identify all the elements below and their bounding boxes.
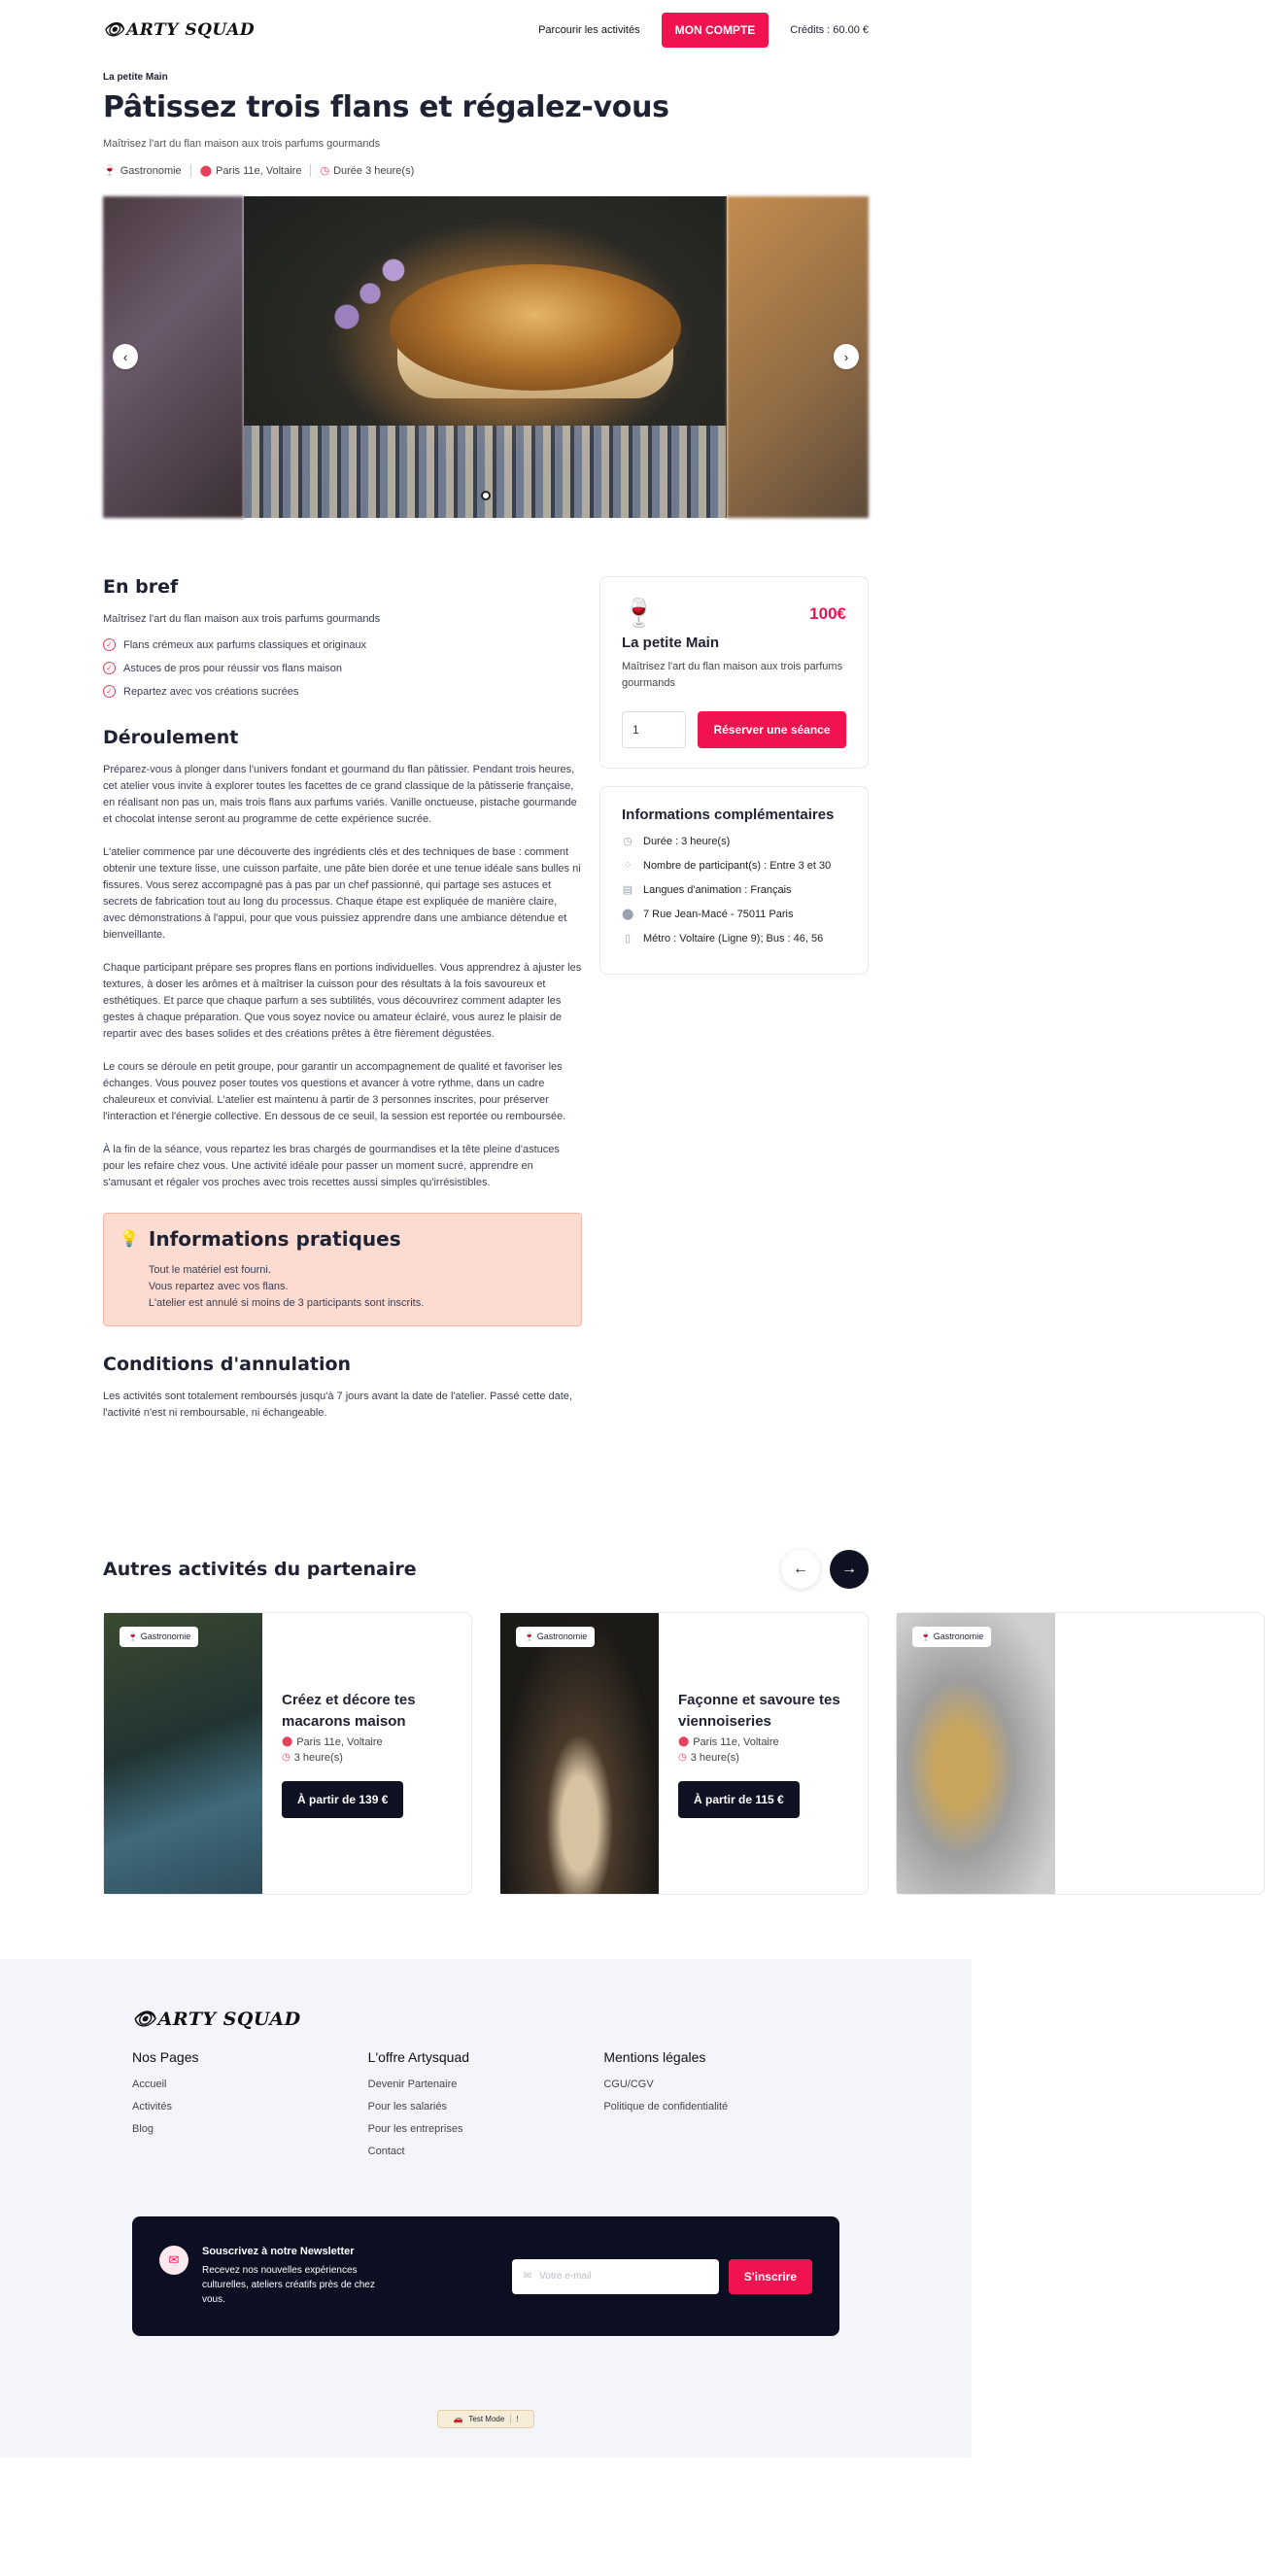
footer-link-companies[interactable]: Pour les entreprises (367, 2123, 463, 2135)
practical-line: L'atelier est annulé si moins de 3 participants sont inscrits. (148, 1297, 425, 1309)
activity-meta (103, 164, 869, 177)
wine-icon: 🍷 (920, 1631, 932, 1641)
location-pin-icon: ⬤ (282, 1736, 293, 1747)
category-label: Gastronomie (120, 164, 182, 177)
tablecloth (244, 426, 727, 518)
summary-intro: Maîtrisez l'art du flan maison aux trois parfums gourmands (103, 613, 381, 625)
info-icon: ! (510, 2415, 518, 2423)
newsletter-text: Recevez nos nouvelles expériences culturelles, ateliers créatifs près de chez vous. (202, 2265, 375, 2305)
clock-icon: ◷ (678, 1752, 687, 1763)
activity-card[interactable]: 🍷 Gastronomie Créez et décore tes macarons maison ⬤ Paris 11e, Voltaire ◷ 3 heure(s) À partir de 139 € (103, 1612, 472, 1895)
activity-card[interactable] (896, 1612, 1265, 1895)
check-circle-icon: ✓ (103, 662, 116, 674)
logo[interactable]: 👁 ARTY SQUAD (103, 20, 256, 40)
location-pin-icon: ⬤ (622, 909, 634, 920)
duration-label: Durée 3 heure(s) (333, 164, 415, 177)
cancellation-title: Conditions d'annulation (103, 1354, 352, 1375)
header (103, 0, 869, 60)
page-subtitle: Maîtrisez l'art du flan maison aux trois parfums gourmands (103, 138, 381, 150)
extra-info-card (599, 786, 869, 975)
wine-bottle-icon: 🍷 (622, 598, 656, 628)
metro-icon: ▯ (624, 933, 632, 945)
lightbulb-icon: 💡 (120, 1231, 139, 1248)
footer-logo[interactable]: 👁 ARTY SQUAD (132, 2008, 301, 2030)
check-circle-icon: ✓ (103, 638, 116, 651)
newsletter-title: Souscrivez à notre Newsletter (202, 2246, 355, 2257)
practical-line: Vous repartez avec vos flans. (148, 1281, 289, 1292)
arrow-right-icon: → (841, 1561, 857, 1577)
summary-point: ✓ Repartez avec vos créations sucrées (103, 685, 582, 698)
extra-address: 7 Rue Jean-Macé - 75011 Paris (643, 909, 794, 920)
category-tag: 🍷 Gastronomie (516, 1627, 595, 1647)
extra-info-title: Informations complémentaires (622, 807, 835, 823)
carousel-dot[interactable] (481, 491, 491, 500)
page-title: Pâtissez trois flans et régalez-vous (103, 90, 669, 124)
newsletter-email-input[interactable]: ✉ Votre e-mail (512, 2259, 719, 2294)
language-icon: ▤ (622, 884, 633, 896)
wine-icon: 🍷 (524, 1631, 535, 1641)
extra-languages: Langues d'animation : Français (643, 884, 792, 896)
nav (538, 13, 869, 48)
newsletter-box (132, 2216, 839, 2336)
price: 100€ (809, 604, 846, 623)
footer-link-employees[interactable]: Pour les salariés (367, 2101, 447, 2112)
location-pin-icon: ⬤ (199, 165, 212, 177)
activity-title: Façonne et savoure tes viennoiseries (678, 1691, 840, 1730)
booking-desc: Maîtrisez l'art du flan maison aux trois parfums gourmands (622, 661, 843, 689)
users-icon: ⁘ (623, 860, 632, 872)
summary-point: ✓ Astuces de pros pour réussir vos flans maison (103, 662, 582, 674)
mail-icon: ✉ (523, 2271, 532, 2282)
footer-link-home[interactable]: Accueil (132, 2078, 167, 2090)
eye-icon: 👁 (103, 20, 125, 40)
partner-activities (103, 1550, 869, 1589)
deroulement-paragraph: Préparez-vous à plonger dans l'univers fondant et gourmand du flan pâtissier. Pendant trois heures, cet atelier vous invite à explorer toutes les facettes de ce grand classique de la pâtisserie française, en réalisant non pas un, mais trois flans aux parfums variés. Vanille onctueuse, pistache gourmande et chocolat intense seront au programme de cette expérience sucrée. (103, 764, 577, 825)
credits-label: Crédits : 60.00 € (790, 24, 869, 36)
car-icon: 🚗 (453, 2415, 463, 2423)
check-circle-icon: ✓ (103, 685, 116, 698)
activity-image (104, 1613, 262, 1894)
footer-link-privacy[interactable]: Politique de confidentialité (603, 2101, 729, 2112)
account-button[interactable]: MON COMPTE (662, 13, 769, 48)
activity-price-button[interactable]: À partir de 139 € (282, 1781, 403, 1818)
activity-card[interactable]: 🍷 Gastronomie Façonne et savoure tes viennoiseries ⬤ Paris 11e, Voltaire ◷ 3 heure(s) À partir de 115 € (499, 1612, 869, 1895)
footer (0, 1959, 972, 2457)
deroulement-paragraph: L'atelier commence par une découverte des ingrédients clés et des techniques de base : comment obtenir une texture lisse, une cuisson parfaite, une pâte bien dorée et une tenue idéale sans bulles ni fissures. Vous serez accompagné pas à pas par un chef passionné, qui partage ses astuces et secrets de fabrication tout au long du processus. Chaque étape est expliquée de manière claire, avec démonstrations à l'appui, pour que vous puissiez apprendre dans une ambiance détendue et bienveillante. (103, 846, 581, 941)
summary-point: ✓ Flans crémeux aux parfums classiques et originaux (103, 638, 582, 651)
clock-icon: ◷ (282, 1752, 291, 1763)
flan-top (390, 264, 681, 391)
deroulement-paragraph: Chaque participant prépare ses propres flans en portions individuelles. Vous apprendrez à ajuster les textures, à doser les arômes et à maîtriser la cuisson pour des résultats à la fois savoureux et esthétiques. Et parce que chaque parfum a ses subtilités, vous découvrirez comment adapter les gestes à chaque préparation. Que vous soyez novice ou amateur éclairé, vous aurez le plaisir de repartir avec des bases solides et des créations prêtes à être fièrement dégustées. (103, 962, 582, 1040)
footer-link-partner[interactable]: Devenir Partenaire (367, 2078, 458, 2090)
chevron-left-icon: ‹ (122, 349, 128, 364)
footer-link-contact[interactable]: Contact (367, 2146, 405, 2157)
footer-col-title: Mentions légales (603, 2049, 706, 2065)
booking-name: La petite Main (622, 635, 720, 651)
extra-metro: Métro : Voltaire (Ligne 9); Bus : 46, 56 (643, 933, 824, 945)
deroulement-paragraph: Le cours se déroule en petit groupe, pour garantir un accompagnement de qualité et favoriser les échanges. Vous pouvez poser toutes vos questions et avancer à votre rythme, dans un cadre chaleureux et convivial. L'atelier est maintenu à partir de 3 personnes inscrites, pour préserver l'interaction et l'énergie collective. En dessous de ce seuil, la session est reportée ou remboursée. (103, 1061, 566, 1122)
extra-participants: Nombre de participant(s) : Entre 3 et 30 (643, 860, 832, 872)
footer-link-activities[interactable]: Activités (132, 2101, 172, 2112)
summary-title: En bref (103, 576, 179, 598)
footer-col-title: Nos Pages (132, 2049, 199, 2065)
eye-icon: 👁 (132, 2009, 156, 2030)
wine-icon: 🍷 (103, 165, 117, 177)
footer-link-cgu[interactable]: CGU/CGV (603, 2078, 654, 2090)
mail-icon: ✉ (159, 2246, 188, 2275)
arrow-left-icon: ← (793, 1561, 808, 1577)
category-tag: 🍷 Gastronomie (912, 1627, 991, 1647)
footer-link-blog[interactable]: Blog (132, 2123, 154, 2135)
activity-image (500, 1613, 659, 1894)
category-tag: 🍷 Gastronomie (120, 1627, 198, 1647)
quantity-input[interactable] (622, 711, 686, 748)
carousel-main-image (244, 196, 727, 518)
activity-image (897, 1613, 1055, 1894)
activity-price-button[interactable]: À partir de 115 € (678, 1781, 800, 1818)
cancellation-text: Les activités sont totalement remboursés jusqu'à 7 jours avant la date de l'atelier. Passé cette date, l'activité n'est ni remboursable, ni échangeable. (103, 1391, 572, 1419)
clock-icon: ◷ (320, 165, 330, 177)
activity-title: Créez et décore tes macarons maison (282, 1691, 416, 1730)
booking-card (599, 576, 869, 769)
clock-icon: ◷ (623, 836, 632, 847)
footer-col-title: L'offre Artysquad (367, 2049, 470, 2065)
partner-activities-title: Autres activités du partenaire (103, 1559, 417, 1580)
wine-icon: 🍷 (127, 1631, 139, 1641)
image-carousel[interactable] (103, 196, 869, 518)
deroulement-title: Déroulement (103, 727, 239, 748)
carousel-prev-button[interactable] (113, 344, 138, 369)
partner-next-button[interactable] (830, 1550, 869, 1589)
browse-activities-link[interactable]: Parcourir les activités (538, 24, 640, 36)
location-label: Paris 11e, Voltaire (216, 164, 302, 177)
chevron-right-icon: › (843, 349, 849, 364)
book-session-button[interactable]: Réserver une séance (698, 711, 846, 748)
extra-duration: Durée : 3 heure(s) (643, 836, 731, 847)
partner-prev-button[interactable] (781, 1550, 820, 1589)
location-pin-icon: ⬤ (678, 1736, 690, 1747)
partner-name[interactable]: La petite Main (103, 72, 168, 83)
test-mode-badge[interactable]: 🚗 Test Mode ! (437, 2410, 534, 2428)
carousel-next-button[interactable] (834, 344, 859, 369)
deroulement-paragraph: À la fin de la séance, vous repartez les bras chargés de gourmandises et la tête pleine d'astuces pour les refaire chez vous. Une activité idéale pour passer un moment sucré, apprendre en s'amusant et régaler vos proches avec trois recettes aussi simples qu'irrésistibles. (103, 1144, 560, 1188)
subscribe-button[interactable]: S'inscrire (729, 2259, 812, 2294)
practical-line: Tout le matériel est fourni. (148, 1264, 271, 1276)
practical-title: Informations pratiques (148, 1227, 401, 1251)
practical-info-box (103, 1213, 582, 1326)
